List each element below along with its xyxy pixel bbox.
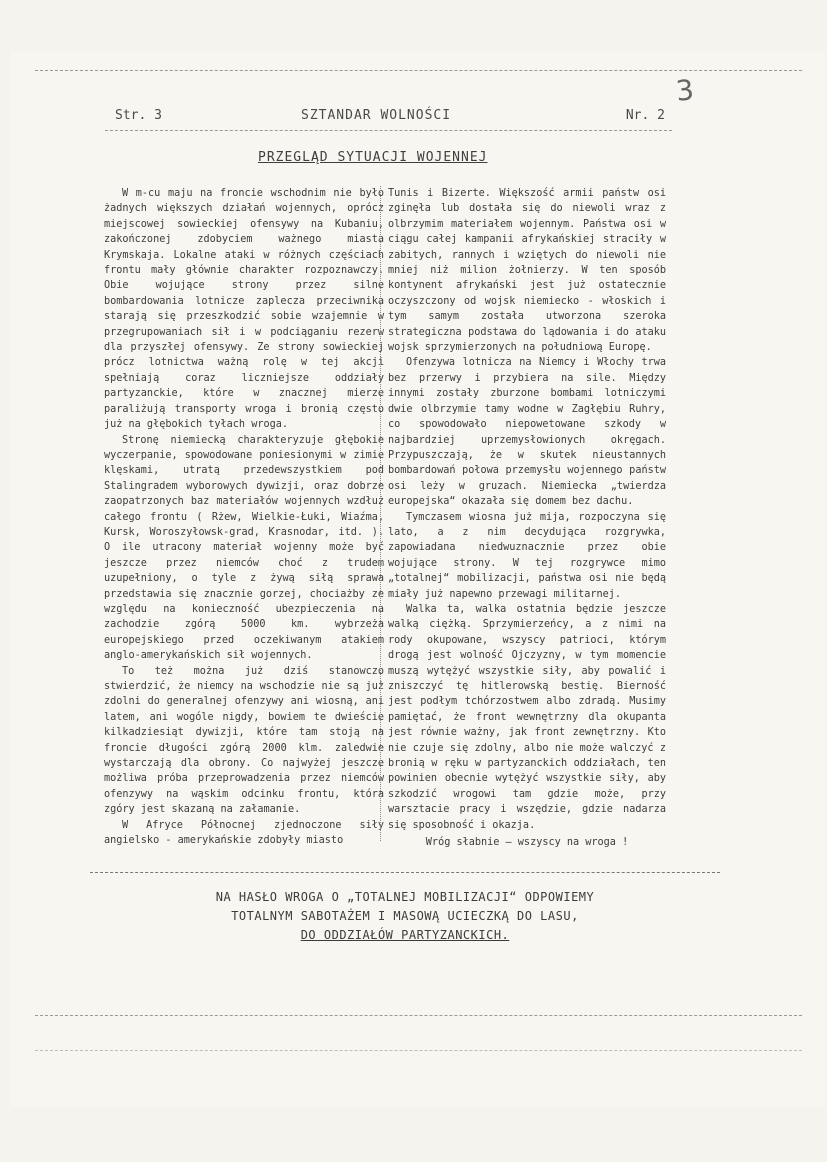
column-divider — [380, 186, 381, 841]
paragraph: W m-cu maju na froncie wschodnim nie było żadnych większych działań wojennych, oprócz miejscowej sowieckiej ofensywy na Kubaniu, zakończonej zdobyciem ważnego miasta Krymskaja. Lokalne ataki w różnych częściach frontu mały głównie charakter rozpoznawczy. Obie wojujące strony przez silne bombardowania lotnicze zaplecza przeciwnika starają się przeszkodzić sobie wzajemnie w przegrupowaniach sił i w podciąganiu rezerw dla przyszłej ofensywy. Ze strony sowieckiej prócz lotnictwa ważną rolę w tej akcji spełniają coraz liczniejsze oddziały partyzanckie, które w znacznej mierze paraliżują transporty wroga i bronią często już na głębokich tyłach wroga. — [104, 188, 384, 431]
paragraph: Walka ta, walka ostatnia będzie jeszcze walką ciężką. Sprzymierzeńcy, a z nimi na rody okupowane, wszyscy patrioci, którym drogą jest wolność Ojczyzny, w tym momencie muszą wytężyć wszystkie siły, aby powalić i zniszczyć tę hitlerowską bestię. Bierność jest podłym tchórzostwem albo zdradą. Musimy pamiętać, że front wewnętrzny dla okupanta jest równie ważny, jak front zewnętrzny. Kto nie czuje się zdolny, albo nie może walczyć z bronią w ręku w partyzanckich oddziałach, ten powinien obecnie wytężyć wszystkie siły, aby szkodzić wrogowi tam gdzie może, przy warsztacie pracy i wszędzie, gdzie nadarza się sposobność i okazja. — [388, 603, 666, 831]
header-publication-title: SZTANDAR WOLNOŚCI — [301, 108, 452, 123]
paragraph: Tymczasem wiosna już mija, rozpoczyna się lato, a z nim decydująca rozgrywka, zapowiadana niedwuznacznie przez obie wojujące strony. W tej rozgrywce mimo „totalnej“ mobilizacji, państwa osi nie będą miały już napewno przewagi militarnej. — [388, 511, 666, 600]
header-page-label: Str. 3 — [115, 108, 162, 123]
slogan-line: NA HASŁO WROGA O „TOTALNEJ MOBILIZACJI“ ODPOWIEMY — [215, 890, 595, 904]
paragraph: W Afryce Północnej zjednoczone siły angielsko - amerykańskie zdobyły miasto — [104, 819, 384, 847]
slogan-line: TOTALNYM SABOTAŻEM I MASOWĄ UCIECZKĄ DO LASU, — [231, 909, 579, 923]
handwritten-page-number: 3 — [674, 73, 696, 108]
top-border-line — [35, 70, 802, 71]
left-column — [104, 186, 384, 848]
bottom-border-line — [35, 1015, 802, 1016]
header-rule — [105, 130, 672, 131]
article-title: PRZEGLĄD SYTUACJI WOJENNEJ — [258, 150, 488, 165]
paragraph: To też można już dziś stanowczo stwierdzić, że niemcy na wschodzie nie są już zdolni do generalnej ofenzywy ani wiosną, ani latem, ani wogóle nigdy, bowiem te dwieście kilkadziesiąt dywizji, które tam stoją na froncie długości zgórą 2000 klm. zaledwie wystarczają dla obrony. Co najwyżej jeszcze możliwa próba przeprowadzenia przez niemców ofenzywy na wąskim odcinku frontu, która zgóry jest skazaną na załamanie. — [104, 665, 384, 816]
right-column — [388, 186, 666, 850]
paragraph: Stronę niemiecką charakteryzuje głębokie wyczerpanie, spowodowane poniesionymi w zimie klęskami, utratą przedewszystkiem pod Stalingradem wyborowych dywizji, oraz dobrze zaopatrzonych baz materiałów wojennych wzdłuż całego frontu ( Rżew, Wielkie-Łuki, Wiaźma, Kursk, Woroszyłowsk-grad, Krasnodar, itd. ). O ile utracony materiał wojenny może być jeszcze przez niemców choć z trudem uzupełniony, o tyle z żywą siłą sprawa przedstawia się znacznie gorzej, chociażby ze względu na konieczność ubezpieczenia na zachodzie zgórą 5000 km. wybrzeża europejskiego przed oczekiwanym atakiem anglo-amerykańskich sił wojennych. — [104, 434, 384, 662]
bottom-border-line-2 — [35, 1050, 802, 1051]
paragraph: Tunis i Bizerte. Większość armii państw osi zginęła lub dostała się do niewoli wraz z olbrzymim materiałem wojennym. Państwa osi w ciągu całej kampanii afrykańskiej straciły w zabitych, rannych i wziętych do niewoli nie mniej niż milion żołnierzy. W ten sposób kontynent afrykański jest już ostatecznie oczyszczony od wojsk niemiecko - włoskich i tym samym została utworzona szeroka strategiczna podstawa do lądowania i do ataku wojsk sprzymierzonych na południową Europę. — [388, 188, 666, 354]
slogan-line: DO ODDZIAŁÓW PARTYZANCKICH. — [300, 928, 510, 942]
header-issue-number: Nr. 2 — [625, 108, 665, 123]
slogan — [110, 888, 700, 945]
slogan-top-rule — [90, 872, 720, 873]
paragraph: Ofenzywa lotnicza na Niemcy i Włochy trwa bez przerwy i przybiera na sile. Między innymi zostały zburzone bombami lotniczymi dwie olbrzymie tamy wodne w Zagłębiu Ruhry, co spowodowało niepowetowane szkody w najbardziej uprzemysłowionych okręgach. Przypuszczają, że w skutek nieustannych bombardowań połowa przemysłu wojennego państw osi leży w gruzach. Niemiecka „twierdza europejska“ okazała się domem bez dachu. — [388, 357, 666, 508]
closing-line: Wróg słabnie — wszyscy na wroga ! — [425, 837, 629, 849]
page-header — [115, 108, 665, 132]
